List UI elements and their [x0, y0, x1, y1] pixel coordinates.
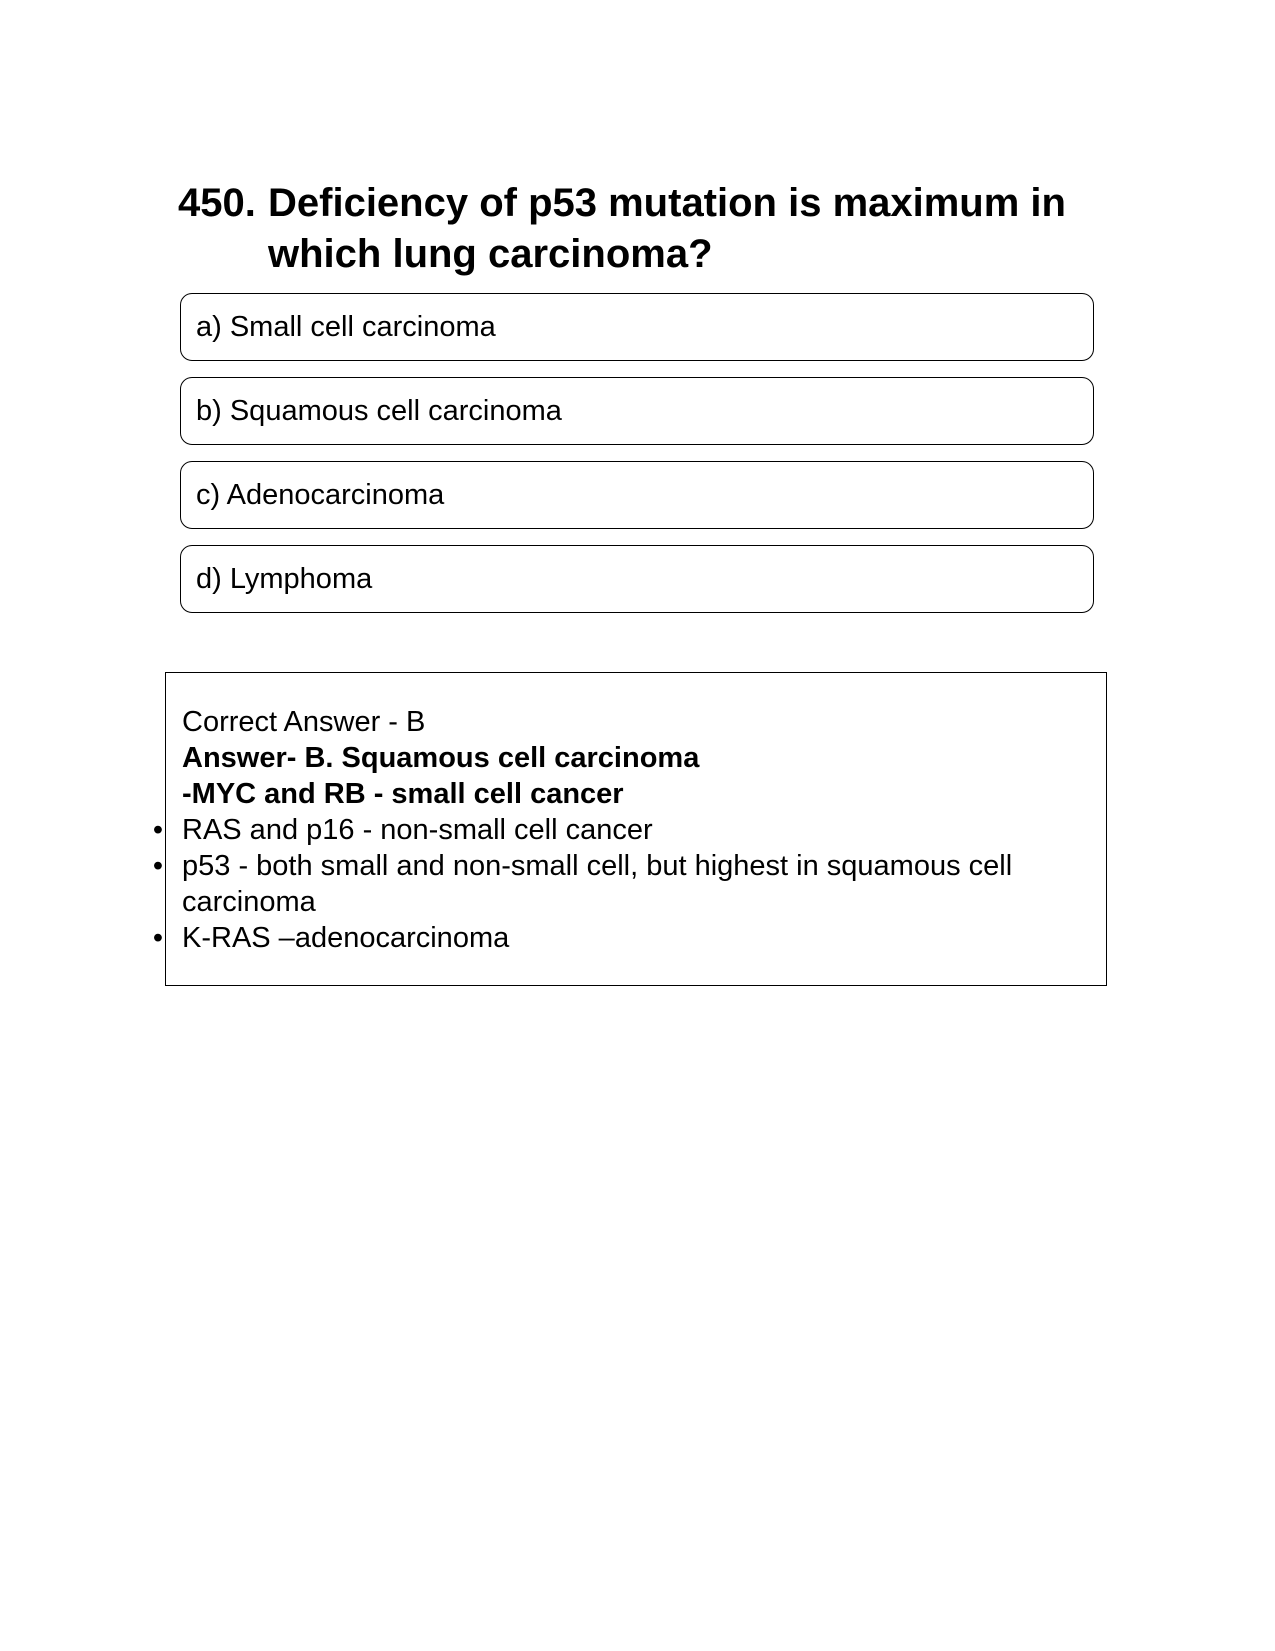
answer-heading: Answer- B. Squamous cell carcinoma [182, 742, 700, 774]
bullet-icon: • [152, 922, 164, 954]
question-number: 450. [178, 181, 256, 225]
list-item [152, 812, 1090, 848]
bullet-icon: • [152, 850, 164, 882]
correct-answer-line: Correct Answer - B [182, 706, 426, 738]
list-item-text: RAS and p16 - non-small cell cancer [182, 814, 653, 846]
question-text: Deficiency of p53 mutation is maximum in which lung carcinoma? [268, 181, 1066, 276]
list-item [152, 920, 1090, 956]
answer-subheading: -MYC and RB - small cell cancer [182, 778, 624, 810]
explanation-list [152, 812, 1090, 956]
list-item-text: K-RAS –adenocarcinoma [182, 922, 510, 954]
answer-explanation-box [152, 672, 1107, 986]
option-label: a) Small cell carcinoma [196, 310, 496, 343]
list-item-text: p53 - both small and non-small cell, but highest in squamous cell carcinoma [182, 850, 1013, 918]
option-b[interactable] [180, 377, 1094, 445]
option-d[interactable] [180, 545, 1094, 613]
answer-options [180, 293, 1094, 629]
question-heading [178, 178, 1078, 280]
option-label: c) Adenocarcinoma [196, 478, 445, 511]
option-label: d) Lymphoma [196, 562, 373, 595]
option-c[interactable] [180, 461, 1094, 529]
option-label: b) Squamous cell carcinoma [196, 394, 562, 427]
list-item [152, 848, 1090, 920]
bullet-icon: • [152, 814, 164, 846]
option-a[interactable] [180, 293, 1094, 361]
